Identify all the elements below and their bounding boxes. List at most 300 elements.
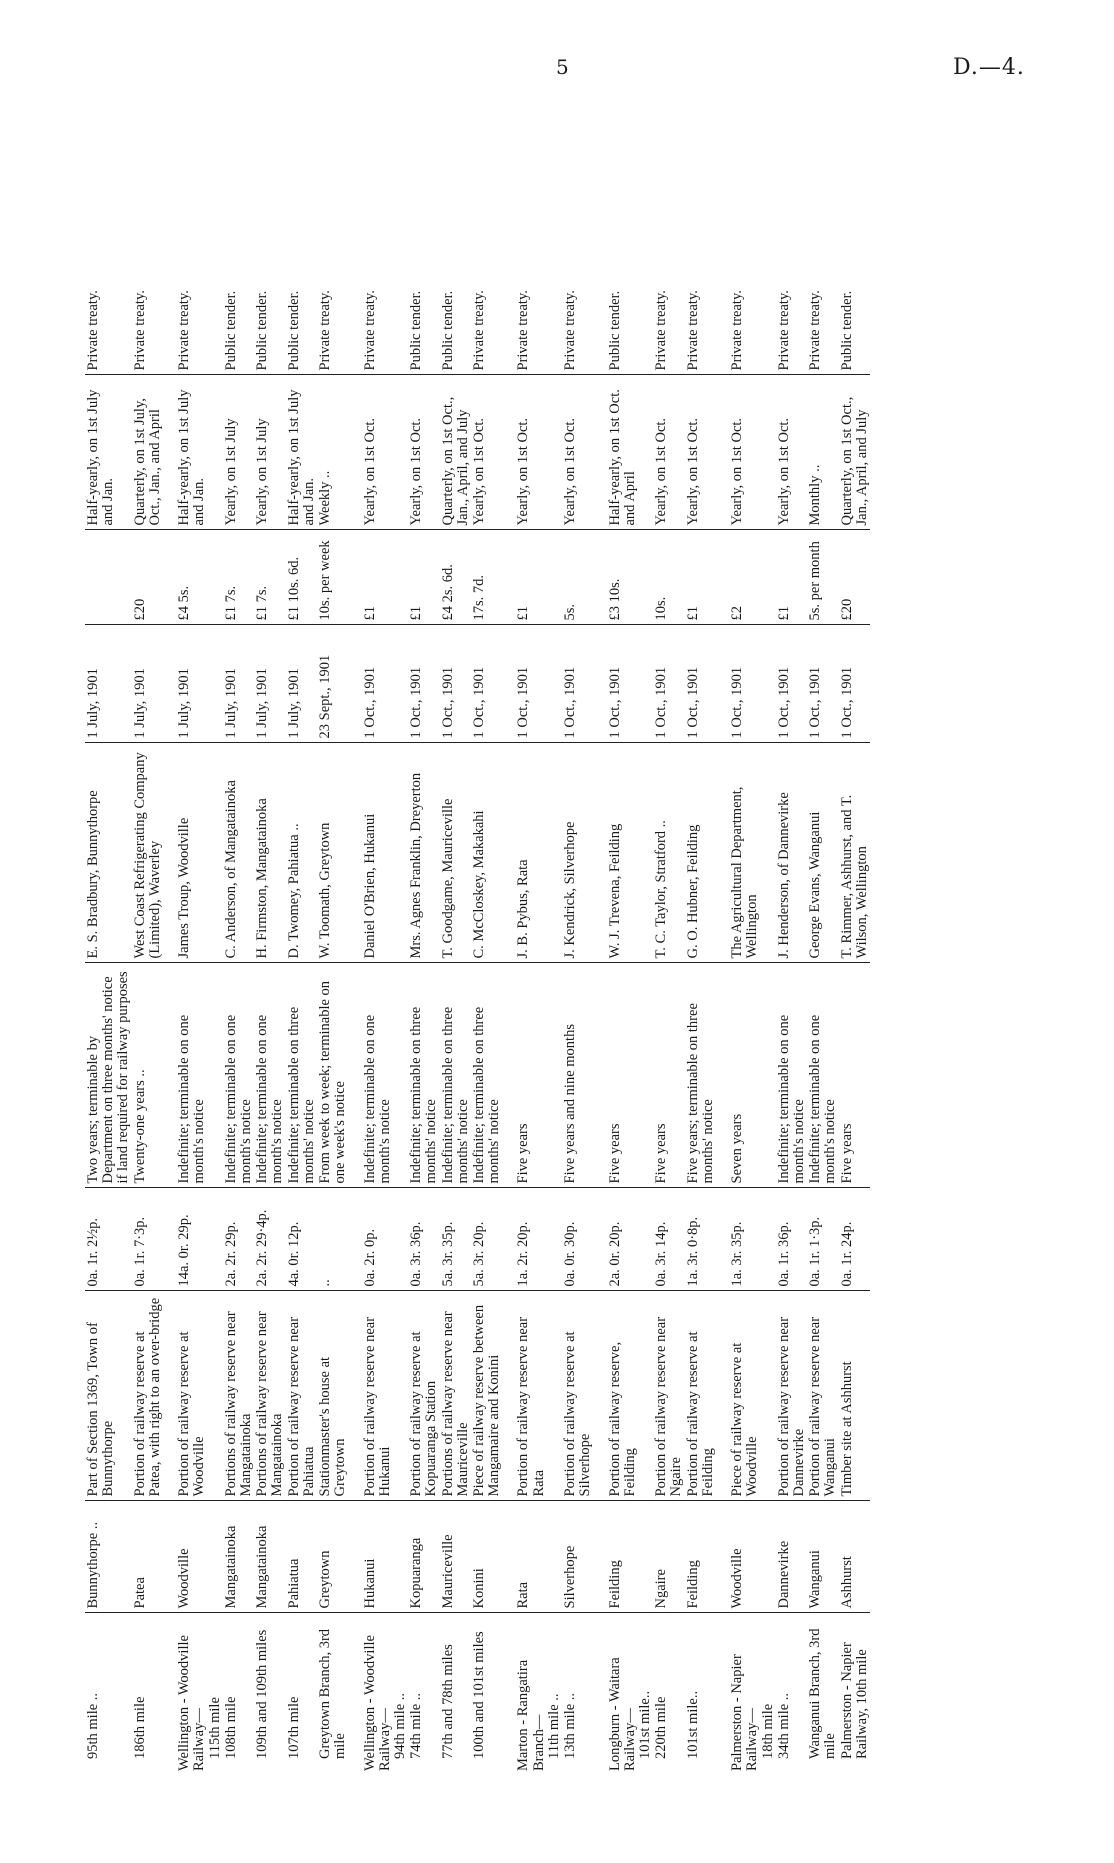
payable-cell: [839, 375, 870, 530]
payable-cell-text: Quarterly, on 1st July, Oct., Jan., and April: [131, 398, 163, 526]
table-row: [471, 100, 502, 1773]
rent-cell-text: £20: [131, 598, 148, 621]
area-cell-text: 0a. 1r. 1·3p.: [807, 1216, 824, 1287]
term-cell: [776, 963, 807, 1188]
station-cell-text: Woodville: [176, 1548, 193, 1609]
station-cell: [594, 1501, 654, 1613]
payable-cell: [163, 375, 223, 530]
payable-cell-text: Yearly, on 1st Oct.: [408, 417, 425, 526]
station-cell-text: Pahiatua: [285, 1558, 302, 1609]
description-cell-text: Portion of railway reserve near Pahiatua: [285, 1316, 317, 1497]
area-cell: [254, 1188, 285, 1291]
lessee-cell: [440, 743, 471, 963]
how-let-cell: [685, 100, 716, 375]
station-cell: [716, 1501, 776, 1613]
station-cell-text: Woodville: [729, 1548, 746, 1609]
mileage-cell-text: 74th mile ..: [408, 1692, 425, 1759]
description-cell: [85, 1291, 132, 1501]
commencement-cell: [132, 625, 163, 743]
table-row: [85, 100, 132, 1773]
term-cell-text: Indefinite; terminable on three months' notice: [285, 1006, 317, 1184]
mileage-cell: [502, 1613, 562, 1773]
table-row: [349, 100, 409, 1773]
how-let-cell: [286, 100, 317, 375]
station-cell-text: Feilding: [684, 1560, 701, 1609]
mileage-cell: [594, 1613, 654, 1773]
rent-cell: [562, 530, 593, 625]
lessee-cell: [349, 743, 409, 963]
term-cell-text: Indefinite; terminable on three months' notice: [471, 1006, 503, 1184]
area-cell: [839, 1188, 870, 1291]
rent-cell: [317, 530, 348, 625]
payable-cell-text: Half-yearly, on 1st Oct. and April: [606, 389, 638, 526]
description-cell: [502, 1291, 562, 1501]
description-cell: [562, 1291, 593, 1501]
payable-cell: [685, 375, 716, 530]
area-cell: [163, 1188, 223, 1291]
table-row: [839, 100, 870, 1773]
lessee-cell: [685, 743, 716, 963]
rent-cell-text: £1: [684, 606, 701, 621]
commencement-cell-text: 23 Sept., 1901: [317, 654, 334, 739]
mileage-cell: [349, 1613, 409, 1773]
rent-cell-text: £1 10s. 6d.: [285, 556, 302, 621]
rent-cell: [163, 530, 223, 625]
station-cell-text: Rata: [515, 1581, 532, 1609]
table-row: [317, 100, 348, 1773]
commencement-cell-text: 1 July, 1901: [85, 668, 101, 739]
description-cell: [132, 1291, 163, 1501]
commencement-cell: [349, 625, 409, 743]
how-let-cell: [440, 100, 471, 375]
rent-cell-text: £4 5s.: [176, 585, 193, 621]
description-cell-text: Portion of railway reserve near Wanganui: [807, 1316, 839, 1497]
payable-cell: [286, 375, 317, 530]
station-cell-text: Dannevirke: [775, 1540, 792, 1609]
lessee-cell-text: James Troup, Woodville: [176, 817, 193, 959]
area-cell: [562, 1188, 593, 1291]
how-let-cell: [776, 100, 807, 375]
lessee-cell: [223, 743, 254, 963]
term-cell-text: Five years: [515, 1123, 532, 1184]
payable-cell-text: Yearly, on 1st Oct.: [684, 417, 701, 526]
area-cell-text: 0a. 3r. 36p.: [408, 1221, 425, 1287]
mileage-cell-text: 100th and 101st miles: [471, 1631, 488, 1759]
description-cell: [349, 1291, 409, 1501]
description-cell: [471, 1291, 502, 1501]
rent-cell-text: £1: [361, 606, 378, 621]
lessee-cell: [839, 743, 870, 963]
description-cell-text: Part of Section 1369, Town of Bunnythorpe: [85, 1322, 117, 1497]
description-cell: [807, 1291, 838, 1501]
mileage-cell-text: 34th mile ..: [775, 1692, 792, 1759]
area-cell: [349, 1188, 409, 1291]
commencement-cell-text: 1 July, 1901: [131, 668, 148, 739]
area-cell-text: 14a. 0r. 29p.: [176, 1214, 193, 1287]
term-cell: [594, 963, 654, 1188]
payable-cell-text: Half-yearly, on 1st July and Jan.: [85, 389, 117, 526]
mileage-cell-text: 11th mile ..: [545, 1693, 562, 1759]
how-let-cell-text: Private treaty.: [562, 290, 579, 371]
payable-cell: [85, 375, 132, 530]
term-cell-text: Indefinite; terminable on three months' notice: [408, 1006, 440, 1184]
station-cell-text: Bunnythorpe ..: [85, 1521, 101, 1609]
commencement-cell: [776, 625, 807, 743]
rent-cell-text: 17s. 7d.: [471, 574, 488, 621]
commencement-cell: [163, 625, 223, 743]
area-cell: [471, 1188, 502, 1291]
area-cell-text: 2a. 2r. 29·4p.: [254, 1209, 271, 1287]
lessee-cell: [776, 743, 807, 963]
description-cell: [317, 1291, 348, 1501]
commencement-cell-text: 1 July, 1901: [254, 668, 271, 739]
description-cell: [286, 1291, 317, 1501]
mileage-cell: [839, 1613, 870, 1773]
how-let-cell-text: Private treaty.: [85, 290, 101, 371]
station-cell-text: Mauriceville: [439, 1534, 456, 1609]
payable-cell-text: Yearly, on 1st Oct.: [729, 417, 746, 526]
station-cell-text: Ngaire: [653, 1569, 670, 1609]
area-cell: [502, 1188, 562, 1291]
commencement-cell-text: 1 Oct., 1901: [729, 666, 746, 739]
lessee-cell-text: D. Twomey, Pahiatua ..: [285, 823, 302, 959]
rent-cell: [408, 530, 439, 625]
area-cell: [132, 1188, 163, 1291]
table-row: [440, 100, 471, 1773]
term-cell: [132, 963, 163, 1188]
section-heading: Palmerston - Napier Railway—: [729, 1654, 761, 1771]
rent-cell-text: £4 2s. 6d.: [439, 564, 456, 621]
how-let-cell-text: Private treaty.: [361, 290, 378, 371]
commencement-cell-text: 1 Oct., 1901: [606, 666, 623, 739]
commencement-cell: [685, 625, 716, 743]
how-let-cell: [317, 100, 348, 375]
commencement-cell-text: 1 Oct., 1901: [653, 666, 670, 739]
lessee-cell: [317, 743, 348, 963]
commencement-cell-text: 1 Oct., 1901: [775, 666, 792, 739]
area-cell: [594, 1188, 654, 1291]
term-cell-text: Two years; terminable by Department on three months' notice if land required for railway purposes: [85, 971, 132, 1184]
how-let-cell: [254, 100, 285, 375]
payable-cell-text: Weekly ..: [317, 470, 334, 526]
term-cell: [317, 963, 348, 1188]
how-let-cell-text: Public tender.: [606, 290, 623, 371]
rent-cell-text: £3 10s.: [606, 578, 623, 621]
area-cell: [807, 1188, 838, 1291]
term-cell-text: Five years: [653, 1123, 670, 1184]
description-cell: [839, 1291, 870, 1501]
description-cell-text: Portion of railway reserve, Feilding: [606, 1341, 638, 1497]
description-cell: [408, 1291, 439, 1501]
lessee-cell: [132, 743, 163, 963]
table-row: [594, 100, 654, 1773]
term-cell: [653, 963, 684, 1188]
lessee-cell-text: The Agricultural Department, Wellington: [729, 786, 761, 959]
station-cell: [502, 1501, 562, 1613]
rent-cell: [132, 530, 163, 625]
payable-cell: [408, 375, 439, 530]
lessee-cell: [471, 743, 502, 963]
description-cell: [776, 1291, 807, 1501]
table-row: [807, 100, 838, 1773]
payable-cell-text: Quarterly, on 1st Oct., Jan., April, and July: [439, 396, 471, 526]
rent-cell-text: £1: [775, 606, 792, 621]
description-cell-text: Portion of railway reserve near Dannevirke: [775, 1316, 807, 1497]
term-cell: [286, 963, 317, 1188]
how-let-cell: [85, 100, 132, 375]
rent-cell: [839, 530, 870, 625]
mileage-cell: [716, 1613, 776, 1773]
document-id: D.—4.: [953, 55, 1025, 80]
lessee-cell-text: H. Firmston, Mangatainoka: [254, 798, 271, 959]
commencement-cell-text: 1 Oct., 1901: [471, 666, 488, 739]
lease-table: [85, 100, 870, 1773]
description-cell-text: Stationmaster's house at Greytown: [317, 1356, 349, 1497]
mileage-cell: [440, 1613, 471, 1773]
station-cell-text: Konini: [471, 1568, 488, 1609]
how-let-cell: [408, 100, 439, 375]
station-cell-text: Wanganui: [807, 1550, 824, 1609]
station-cell-text: Mangatainoka: [254, 1525, 271, 1609]
mileage-cell-text: 94th mile ..: [391, 1692, 408, 1759]
lease-ledger: [85, 100, 1015, 1773]
station-cell: [471, 1501, 502, 1613]
lessee-cell: [807, 743, 838, 963]
station-cell: [807, 1501, 838, 1613]
how-let-cell-text: Public tender.: [285, 290, 302, 371]
commencement-cell: [716, 625, 776, 743]
commencement-cell: [653, 625, 684, 743]
how-let-cell: [807, 100, 838, 375]
lessee-cell: [653, 743, 684, 963]
section-heading: Marton - Rangatira Branch—: [515, 1659, 547, 1771]
mileage-cell: [807, 1613, 838, 1773]
payable-cell: [776, 375, 807, 530]
description-cell-text: Portions of railway reserve near Mangatainoka: [222, 1311, 254, 1497]
table-row: [163, 100, 223, 1773]
commencement-cell-text: 1 July, 1901: [285, 668, 302, 739]
area-cell: [653, 1188, 684, 1291]
station-cell: [349, 1501, 409, 1613]
payable-cell-text: Quarterly, on 1st Oct., Jan., April, and July: [838, 396, 870, 526]
term-cell: [839, 963, 870, 1188]
lessee-cell-text: J. B. Pybus, Rata: [515, 859, 532, 959]
station-cell: [163, 1501, 223, 1613]
how-let-cell: [349, 100, 409, 375]
rent-cell-text: £1: [515, 606, 532, 621]
description-cell-text: Portion of railway reserve near Hukanui: [361, 1316, 393, 1497]
station-cell: [85, 1501, 132, 1613]
lessee-cell: [594, 743, 654, 963]
area-cell-text: 1a. 2r. 20p.: [515, 1221, 532, 1287]
area-cell-text: 0a. 1r. 24p.: [838, 1221, 855, 1287]
description-cell-text: Portion of railway reserve near Rata: [515, 1316, 547, 1497]
payable-cell-text: Yearly, on 1st Oct.: [562, 417, 579, 526]
lease-rows: [85, 100, 870, 1773]
rent-cell-text: £1 7s.: [222, 585, 239, 621]
term-cell-text: Five years: [606, 1123, 623, 1184]
station-cell: [254, 1501, 285, 1613]
mileage-cell: [562, 1613, 593, 1773]
area-cell-text: 2a. 0r. 20p.: [606, 1221, 623, 1287]
commencement-cell-text: 1 Oct., 1901: [408, 666, 425, 739]
how-let-cell: [594, 100, 654, 375]
area-cell: [776, 1188, 807, 1291]
mileage-cell: [132, 1613, 163, 1773]
station-cell: [286, 1501, 317, 1613]
rent-cell: [471, 530, 502, 625]
payable-cell-text: Yearly, on 1st Oct.: [775, 417, 792, 526]
station-cell: [839, 1501, 870, 1613]
section-heading: Wellington - Woodville Railway—: [176, 1635, 208, 1771]
how-let-cell: [653, 100, 684, 375]
section-heading: Longburn - Waitara Railway—: [606, 1657, 638, 1771]
mileage-cell-text: 95th mile ..: [85, 1692, 101, 1759]
table-row: [223, 100, 254, 1773]
payable-cell-text: Yearly, on 1st Oct.: [471, 417, 488, 526]
table-row: [716, 100, 776, 1773]
term-cell-text: Indefinite; terminable on one month's notice: [222, 1014, 254, 1184]
mileage-cell: [286, 1613, 317, 1773]
commencement-cell: [440, 625, 471, 743]
station-cell: [317, 1501, 348, 1613]
mileage-cell: [223, 1613, 254, 1773]
term-cell-text: Seven years: [729, 1113, 746, 1184]
description-cell: [594, 1291, 654, 1501]
lessee-cell-text: Daniel O'Brien, Hukanui: [361, 813, 378, 959]
payable-cell: [471, 375, 502, 530]
rent-cell-text: 10s.: [653, 596, 670, 621]
area-cell: [223, 1188, 254, 1291]
mileage-cell: [471, 1613, 502, 1773]
mileage-cell: [254, 1613, 285, 1773]
station-cell: [562, 1501, 593, 1613]
lessee-cell: [163, 743, 223, 963]
area-cell-text: 5a. 3r. 35p.: [439, 1221, 456, 1287]
rent-cell: [286, 530, 317, 625]
payable-cell-text: Yearly, on 1st Oct.: [515, 417, 532, 526]
how-let-cell-text: Private treaty.: [729, 290, 746, 371]
station-cell-text: Hukanui: [361, 1558, 378, 1609]
term-cell: [471, 963, 502, 1188]
area-cell-text: 5a. 3r. 20p.: [471, 1221, 488, 1287]
description-cell: [716, 1291, 776, 1501]
mileage-cell-text: Palmerston - Napier Railway, 10th mile: [838, 1642, 870, 1759]
how-let-cell-text: Private treaty.: [317, 290, 334, 371]
lessee-cell-text: W. Toomath, Greytown: [317, 822, 334, 959]
term-cell-text: Indefinite; terminable on one month's notice: [254, 1014, 286, 1184]
lessee-cell-text: West Coast Refrigerating Company (Limited), Waverley: [131, 752, 163, 959]
rent-cell-text: £2: [729, 606, 746, 621]
how-let-cell: [223, 100, 254, 375]
mileage-cell: [163, 1613, 223, 1773]
term-cell: [408, 963, 439, 1188]
description-cell-text: Portion of railway reserve at Patea, with right to an over-bridge: [131, 1297, 163, 1497]
commencement-cell-text: 1 Oct., 1901: [684, 666, 701, 739]
commencement-cell: [471, 625, 502, 743]
lessee-cell: [85, 743, 132, 963]
mileage-cell-text: 77th and 78th miles: [439, 1644, 456, 1759]
lessee-cell-text: Mrs. Agnes Franklin, Dreyerton: [408, 772, 425, 959]
table-row: [286, 100, 317, 1773]
mileage-cell: [685, 1613, 716, 1773]
payable-cell-text: Monthly ..: [807, 464, 824, 526]
rent-cell: [653, 530, 684, 625]
lessee-cell-text: E. S. Bradbury, Bunnythorpe: [85, 790, 101, 959]
description-cell-text: Portion of railway reserve at Woodville: [176, 1331, 208, 1497]
table-row: [653, 100, 684, 1773]
page-number: 5: [556, 55, 569, 79]
commencement-cell: [562, 625, 593, 743]
term-cell: [349, 963, 409, 1188]
description-cell-text: Piece of railway reserve between Mangamaire and Konini: [471, 1304, 503, 1497]
how-let-cell: [132, 100, 163, 375]
rent-cell: [776, 530, 807, 625]
rent-cell: [716, 530, 776, 625]
term-cell-text: From week to week; terminable on one week's notice: [317, 980, 349, 1184]
mileage-cell-text: 107th mile: [285, 1696, 302, 1759]
station-cell-text: Patea: [131, 1577, 148, 1609]
station-cell: [653, 1501, 684, 1613]
area-cell-text: ..: [317, 1279, 334, 1287]
term-cell-text: Five years: [838, 1123, 855, 1184]
area-cell-text: 0a. 3r. 14p.: [653, 1221, 670, 1287]
station-cell: [408, 1501, 439, 1613]
description-cell-text: Portion of railway reserve at Feilding: [684, 1331, 716, 1497]
description-cell: [685, 1291, 716, 1501]
how-let-cell-text: Private treaty.: [684, 290, 701, 371]
area-cell-text: 2a. 2r. 29p.: [222, 1221, 239, 1287]
term-cell-text: Indefinite; terminable on one month's notice: [361, 1014, 393, 1184]
payable-cell-text: Yearly, on 1st July: [254, 418, 271, 526]
description-cell: [653, 1291, 684, 1501]
how-let-cell: [716, 100, 776, 375]
mileage-cell-text: 108th mile: [222, 1696, 239, 1759]
commencement-cell: [317, 625, 348, 743]
lessee-cell-text: W. J. Trevena, Feilding: [606, 823, 623, 959]
payable-cell-text: Yearly, on 1st July: [222, 418, 239, 526]
rent-cell-text: 10s. per week: [317, 540, 334, 621]
payable-cell: [807, 375, 838, 530]
lessee-cell-text: C. McCloskey, Makakahi: [471, 810, 488, 959]
rent-cell-text: £1 7s.: [254, 585, 271, 621]
area-cell: [408, 1188, 439, 1291]
commencement-cell-text: 1 Oct., 1901: [361, 666, 378, 739]
section-heading: Wellington - Woodville Railway—: [361, 1635, 393, 1771]
term-cell: [716, 963, 776, 1188]
payable-cell: [440, 375, 471, 530]
description-cell-text: Portions of railway reserve near Mangatainoka: [254, 1311, 286, 1497]
rent-cell: [254, 530, 285, 625]
payable-cell: [254, 375, 285, 530]
commencement-cell-text: 1 Oct., 1901: [838, 666, 855, 739]
lessee-cell-text: J. Henderson, of Dannevirke: [775, 792, 792, 959]
how-let-cell-text: Private treaty.: [176, 290, 193, 371]
commencement-cell: [502, 625, 562, 743]
area-cell-text: 0a. 2r. 0p.: [361, 1228, 378, 1287]
how-let-cell: [839, 100, 870, 375]
mileage-cell-text: 18th mile: [759, 1703, 776, 1759]
payable-cell: [349, 375, 409, 530]
station-cell: [776, 1501, 807, 1613]
mileage-cell-text: 220th mile: [653, 1696, 670, 1759]
term-cell-text: Five years and nine months: [562, 1024, 579, 1184]
area-cell: [440, 1188, 471, 1291]
mileage-cell: [653, 1613, 684, 1773]
how-let-cell-text: Public tender.: [838, 290, 855, 371]
commencement-cell-text: 1 Oct., 1901: [807, 666, 824, 739]
lessee-cell-text: C. Anderson, of Mangatainoka: [222, 780, 239, 959]
